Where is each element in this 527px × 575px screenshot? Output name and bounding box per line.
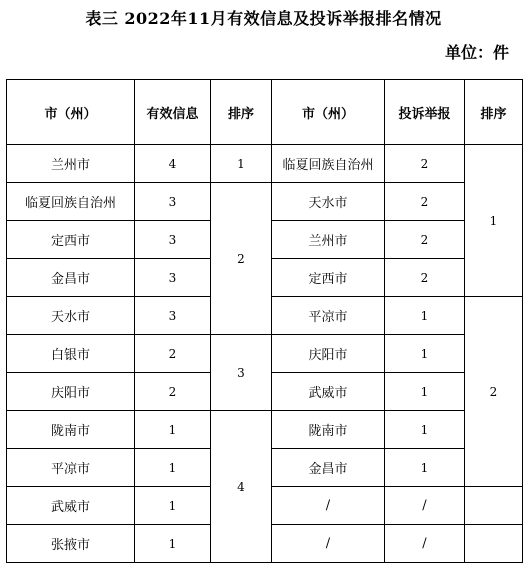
header-row [7, 80, 523, 145]
complaint-cell: 1 [385, 449, 465, 487]
city-cell: 陇南市 [7, 411, 135, 449]
complaint-cell: 2 [385, 221, 465, 259]
empty-rank-cell [465, 487, 523, 525]
complaint-cell: 2 [385, 259, 465, 297]
header-rank: 排序 [211, 80, 272, 145]
table-row [7, 145, 523, 183]
city-cell: 武威市 [7, 487, 135, 525]
city-cell: 金昌市 [7, 259, 135, 297]
city-cell: 天水市 [7, 297, 135, 335]
rank-cell-2: 1 [465, 145, 523, 297]
header-city: 市（州） [7, 80, 135, 145]
city-cell: 兰州市 [7, 145, 135, 183]
city-cell-2: 陇南市 [272, 411, 385, 449]
complaint-cell: 1 [385, 335, 465, 373]
city-cell-2: 金昌市 [272, 449, 385, 487]
complaint-cell: 1 [385, 297, 465, 335]
value-cell: 4 [135, 145, 211, 183]
complaint-cell: 1 [385, 411, 465, 449]
header-valid-info: 有效信息 [135, 80, 211, 145]
complaint-cell: 2 [385, 145, 465, 183]
ranking-table [6, 79, 523, 563]
value-cell: 3 [135, 221, 211, 259]
header-complaints: 投诉举报 [385, 80, 465, 145]
complaint-cell: / [385, 525, 465, 563]
rank-cell-2: 2 [465, 297, 523, 487]
table-row [7, 183, 523, 221]
value-cell: 3 [135, 183, 211, 221]
unit-label: 单位：件 [444, 43, 509, 62]
city-cell-2: 兰州市 [272, 221, 385, 259]
rank-cell: 2 [211, 183, 272, 335]
city-cell: 临夏回族自治州 [7, 183, 135, 221]
city-cell-2: 定西市 [272, 259, 385, 297]
table-row [7, 335, 523, 373]
complaint-cell: 2 [385, 183, 465, 221]
city-cell: 平凉市 [7, 449, 135, 487]
city-cell: 定西市 [7, 221, 135, 259]
value-cell: 3 [135, 259, 211, 297]
rank-cell: 1 [211, 145, 272, 183]
city-cell-2: 临夏回族自治州 [272, 145, 385, 183]
value-cell: 3 [135, 297, 211, 335]
city-cell: 张掖市 [7, 525, 135, 563]
value-cell: 1 [135, 449, 211, 487]
value-cell: 1 [135, 525, 211, 563]
value-cell: 2 [135, 335, 211, 373]
complaint-cell: / [385, 487, 465, 525]
city-cell-2: / [272, 487, 385, 525]
rank-cell: 3 [211, 335, 272, 411]
value-cell: 1 [135, 487, 211, 525]
city-cell-2: 庆阳市 [272, 335, 385, 373]
value-cell: 1 [135, 411, 211, 449]
header-rank-2: 排序 [465, 80, 523, 145]
city-cell-2: / [272, 525, 385, 563]
city-cell: 庆阳市 [7, 373, 135, 411]
empty-rank-cell [465, 525, 523, 563]
city-cell-2: 天水市 [272, 183, 385, 221]
complaint-cell: 1 [385, 373, 465, 411]
page-title: 表三 2022年11月有效信息及投诉举报排名情况 [85, 9, 442, 28]
city-cell-2: 平凉市 [272, 297, 385, 335]
rank-cell: 4 [211, 411, 272, 563]
city-cell-2: 武威市 [272, 373, 385, 411]
header-city-2: 市（州） [272, 80, 385, 145]
table-row [7, 411, 523, 449]
city-cell: 白银市 [7, 335, 135, 373]
value-cell: 2 [135, 373, 211, 411]
